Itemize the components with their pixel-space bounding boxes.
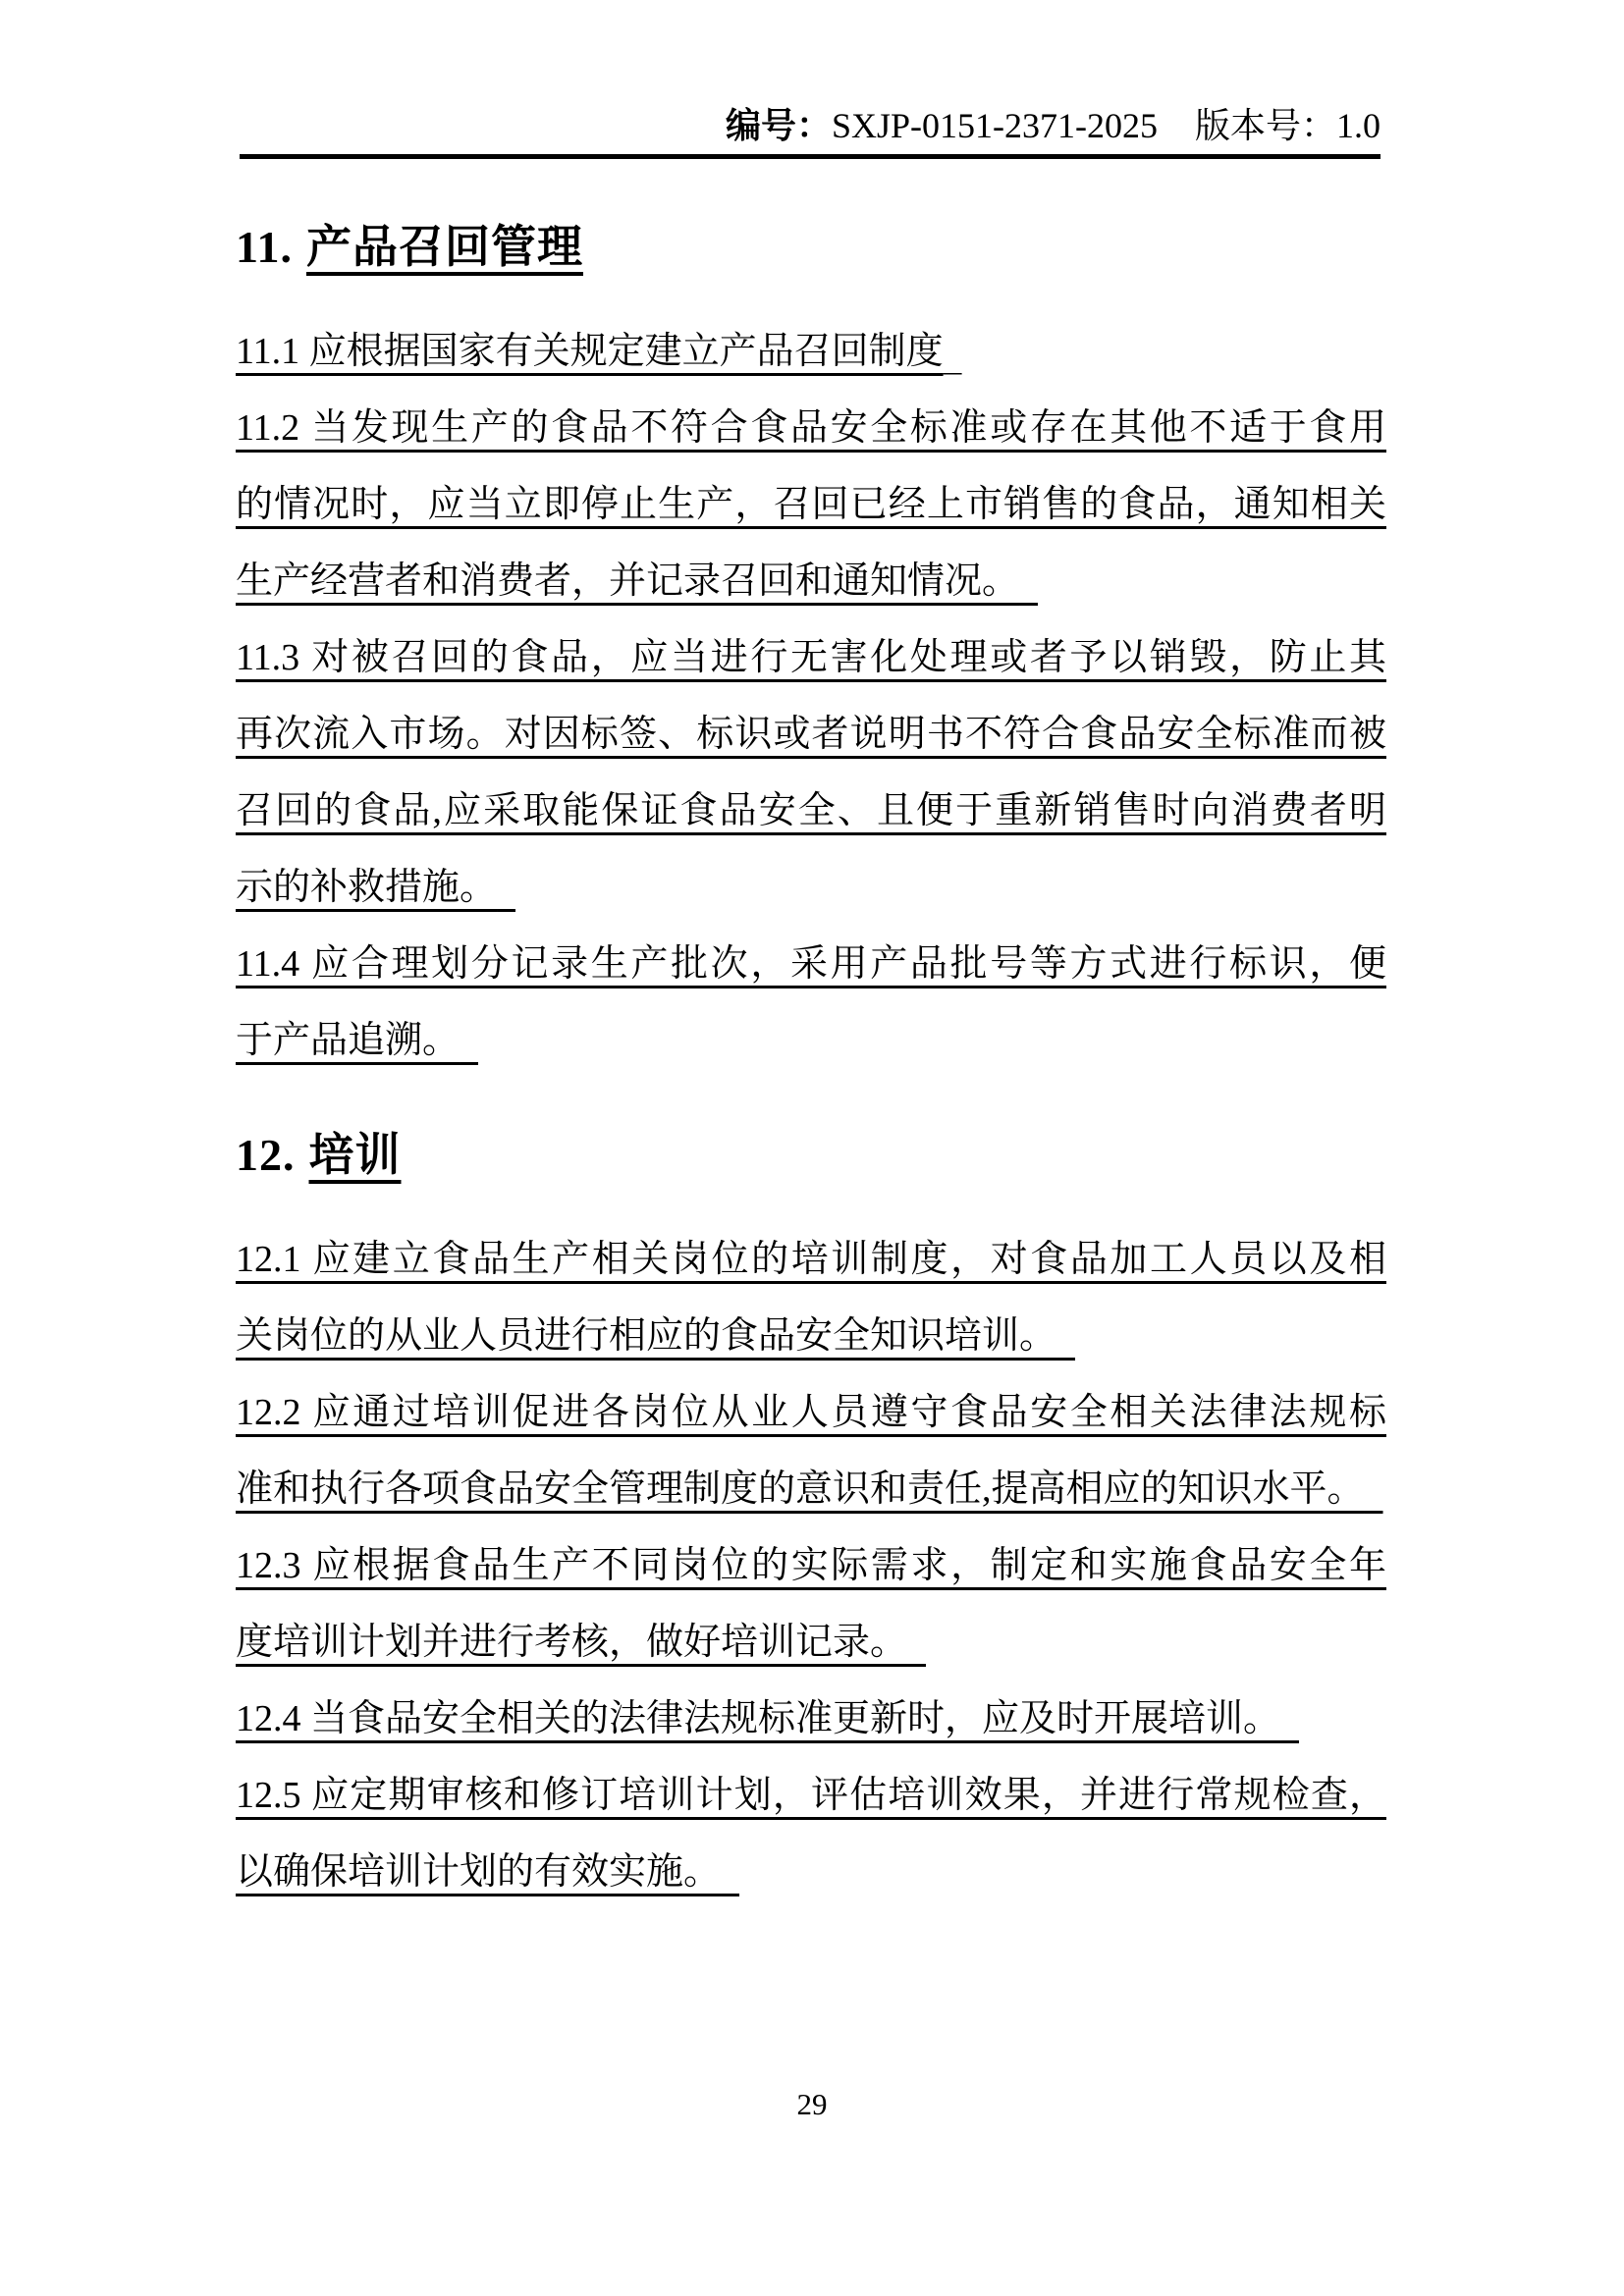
line-text: 于产品追溯。: [236, 1020, 460, 1061]
paragraph-line: [236, 1451, 1386, 1527]
paragraph-line: [236, 543, 1386, 619]
paragraph-line: [236, 1298, 1386, 1374]
document-body: [236, 217, 1386, 1910]
line-text: 12.5 应定期审核和修订培训计划，评估培训效果，并进行常规检查，: [236, 1775, 1386, 1816]
line-text: 生产经营者和消费者，并记录召回和通知情况。: [236, 561, 1020, 602]
line-text: 关岗位的从业人员进行相应的食品安全知识培训。: [236, 1315, 1057, 1357]
paragraph-11-1: [236, 313, 1386, 390]
section-number: 12.: [236, 1130, 296, 1180]
paragraph-12-2: [236, 1374, 1386, 1527]
line-text: 12.3 应根据食品生产不同岗位的实际需求，制定和实施食品安全年: [236, 1545, 1386, 1586]
page-number: 29: [796, 2087, 828, 2121]
paragraph-line: [236, 1681, 1386, 1757]
paragraph-11-4: [236, 926, 1386, 1079]
paragraph-line: [236, 773, 1386, 849]
paragraph-line: [236, 849, 1386, 926]
doc-code-label: 编号：: [725, 106, 832, 145]
section-number: 11.: [236, 222, 293, 272]
paragraph-line: [236, 1221, 1386, 1298]
section-title: 产品召回管理: [305, 222, 583, 272]
line-text: 度培训计划并进行考核，做好培训记录。: [236, 1622, 908, 1663]
doc-version-label: 版本号：: [1194, 106, 1336, 145]
line-text: 11.2 当发现生产的食品不符合食品安全标准或存在其他不适于食用: [236, 407, 1386, 449]
section-12-body: [236, 1221, 1386, 1910]
paragraph-line: [236, 1002, 1386, 1079]
line-text: 准和执行各项食品安全管理制度的意识和责任,提高相应的知识水平。: [236, 1468, 1365, 1510]
paragraph-line: [236, 1757, 1386, 1834]
doc-version-value: 1.0: [1336, 106, 1380, 145]
paragraph-line: [236, 466, 1386, 543]
paragraph-11-2: [236, 390, 1386, 619]
paragraph-line: [236, 926, 1386, 1002]
line-text: 11.4 应合理划分记录生产批次，采用产品批号等方式进行标识，便: [236, 943, 1386, 985]
line-text: 以确保培训计划的有效实施。: [236, 1851, 722, 1893]
line-text: 12.4 当食品安全相关的法律法规标准更新时，应及时开展培训。: [236, 1698, 1281, 1739]
line-text: 示的补救措施。: [236, 867, 498, 908]
page-header: [240, 0, 1380, 159]
doc-code-value: SXJP-0151-2371-2025: [831, 106, 1158, 145]
paragraph-line: [236, 313, 1386, 390]
section-heading-product-recall: [236, 217, 1386, 278]
paragraph-12-1: [236, 1221, 1386, 1374]
paragraph-12-4: [236, 1681, 1386, 1757]
paragraph-line: [236, 1834, 1386, 1910]
paragraph-line: [236, 619, 1386, 696]
paragraph-12-5: [236, 1757, 1386, 1910]
line-text: 再次流入市场。对因标签、标识或者说明书不符合食品安全标准而被: [236, 714, 1386, 755]
line-text: 11.3 对被召回的食品，应当进行无害化处理或者予以销毁，防止其: [236, 637, 1386, 678]
paragraph-line: [236, 390, 1386, 466]
paragraph-line: [236, 696, 1386, 773]
paragraph-12-3: [236, 1527, 1386, 1681]
line-text: 12.1 应建立食品生产相关岗位的培训制度，对食品加工人员以及相: [236, 1239, 1386, 1280]
line-text: 召回的食品,应采取能保证食品安全、且便于重新销售时向消费者明: [236, 790, 1386, 831]
line-text: 12.2 应通过培训促进各岗位从业人员遵守食品安全相关法律法规标: [236, 1392, 1386, 1433]
paragraph-line: [236, 1374, 1386, 1451]
line-text: 的情况时，应当立即停止生产，召回已经上市销售的食品，通知相关: [236, 484, 1386, 525]
section-title: 培训: [308, 1130, 402, 1180]
section-heading-training: [236, 1125, 1386, 1186]
paragraph-11-3: [236, 619, 1386, 926]
paragraph-line: [236, 1604, 1386, 1681]
section-11-body: [236, 313, 1386, 1079]
line-text: 11.1 应根据国家有关规定建立产品召回制度: [236, 331, 944, 372]
paragraph-line: [236, 1527, 1386, 1604]
